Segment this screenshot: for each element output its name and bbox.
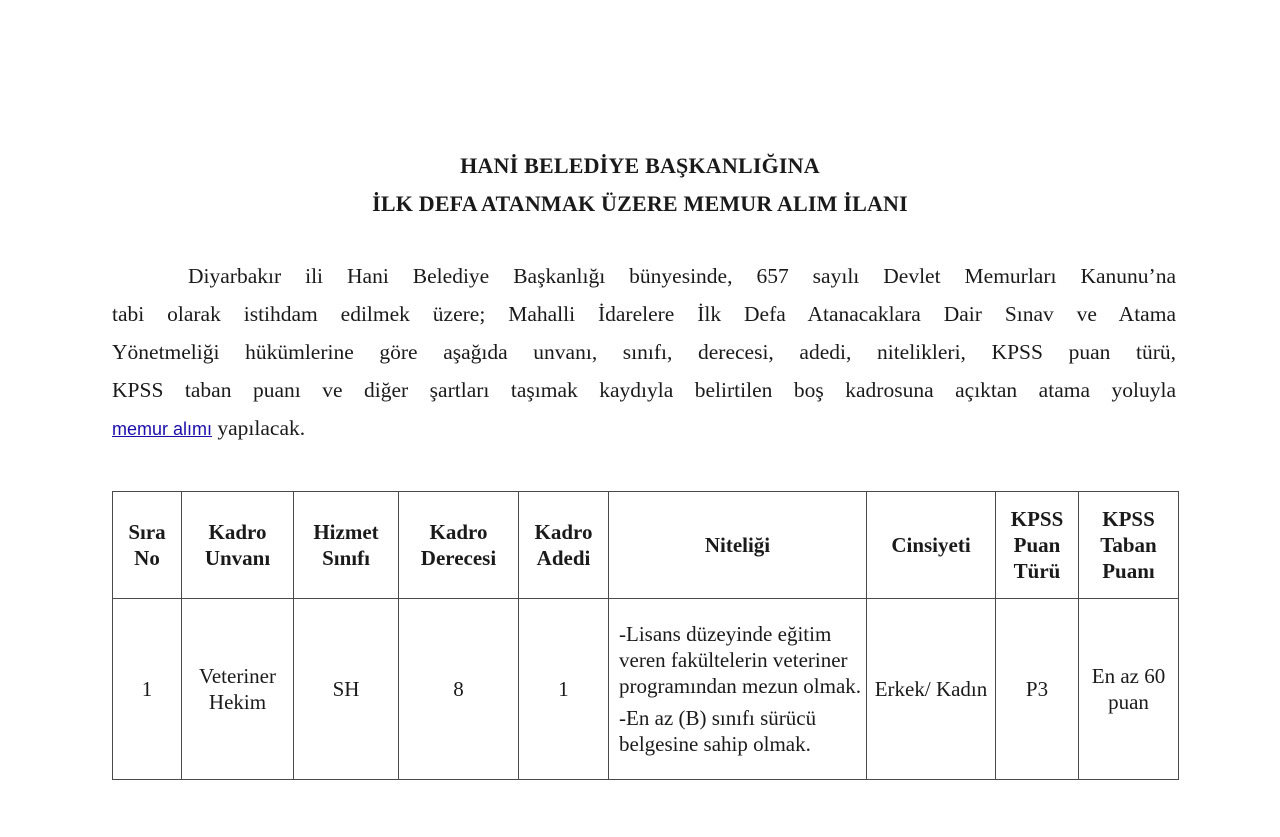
title-line-1: HANİ BELEDİYE BAŞKANLIĞINA — [460, 153, 820, 178]
paragraph-line-4: KPSS taban puanı ve diğer şartları taşımak kaydıyla belirtilen boş kadrosuna açıktan atama yoluyla — [112, 378, 1176, 402]
nitelik-item-1: -Lisans düzeyinde eğitim veren fakültelerin veteriner programından mezun olmak. — [619, 622, 862, 698]
header-hizmet-sinifi: Hizmet Sınıfı — [294, 492, 399, 599]
cell-kadro-unvani: Veteriner Hekim — [182, 599, 294, 780]
cell-hizmet-sinifi: SH — [294, 599, 399, 780]
paragraph-line-5 — [112, 409, 1176, 448]
announcement-paragraph — [112, 257, 1176, 448]
paragraph-line-2: tabi olarak istihdam edilmek üzere; Mahalli İdarelere İlk Defa Atanacaklara Dair Sınav ve Atama — [112, 302, 1176, 326]
cell-kpss-taban-puani: En az 60 puan — [1079, 599, 1179, 780]
table-row — [113, 599, 1179, 780]
header-cinsiyeti: Cinsiyeti — [867, 492, 996, 599]
header-sira-no: Sıra No — [113, 492, 182, 599]
header-kadro-derecesi: Kadro Derecesi — [399, 492, 519, 599]
header-kpss-puan-turu: KPSS Puan Türü — [996, 492, 1079, 599]
memur-alimi-link[interactable]: memur alımı — [112, 419, 213, 439]
kadro-table — [112, 491, 1179, 780]
cell-sira-no: 1 — [113, 599, 182, 780]
cell-kpss-puan-turu: P3 — [996, 599, 1079, 780]
header-kadro-adedi: Kadro Adedi — [519, 492, 609, 599]
header-kadro-unvani: Kadro Unvanı — [182, 492, 294, 599]
title-line-2: İLK DEFA ATANMAK ÜZERE MEMUR ALIM İLANI — [372, 191, 908, 216]
paragraph-line-3: Yönetmeliği hükümlerine göre aşağıda unvanı, sınıfı, derecesi, adedi, nitelikleri, KPSS puan türü, — [112, 340, 1176, 364]
announcement-title — [0, 147, 1280, 223]
cell-kadro-derecesi: 8 — [399, 599, 519, 780]
header-niteligi: Niteliği — [609, 492, 867, 599]
cell-niteligi — [609, 599, 867, 780]
paragraph-line-1: Diyarbakır ili Hani Belediye Başkanlığı bünyesinde, 657 sayılı Devlet Memurları Kanunu’na — [188, 264, 1176, 288]
cell-cinsiyeti: Erkek/ Kadın — [867, 599, 996, 780]
header-kpss-taban-puani: KPSS Taban Puanı — [1079, 492, 1179, 599]
nitelik-item-2: -En az (B) sınıfı sürücü belgesine sahip olmak. — [619, 706, 817, 756]
cell-kadro-adedi: 1 — [519, 599, 609, 780]
paragraph-line-5-rest: yapılacak. — [212, 416, 306, 440]
table-header-row — [113, 492, 1179, 599]
